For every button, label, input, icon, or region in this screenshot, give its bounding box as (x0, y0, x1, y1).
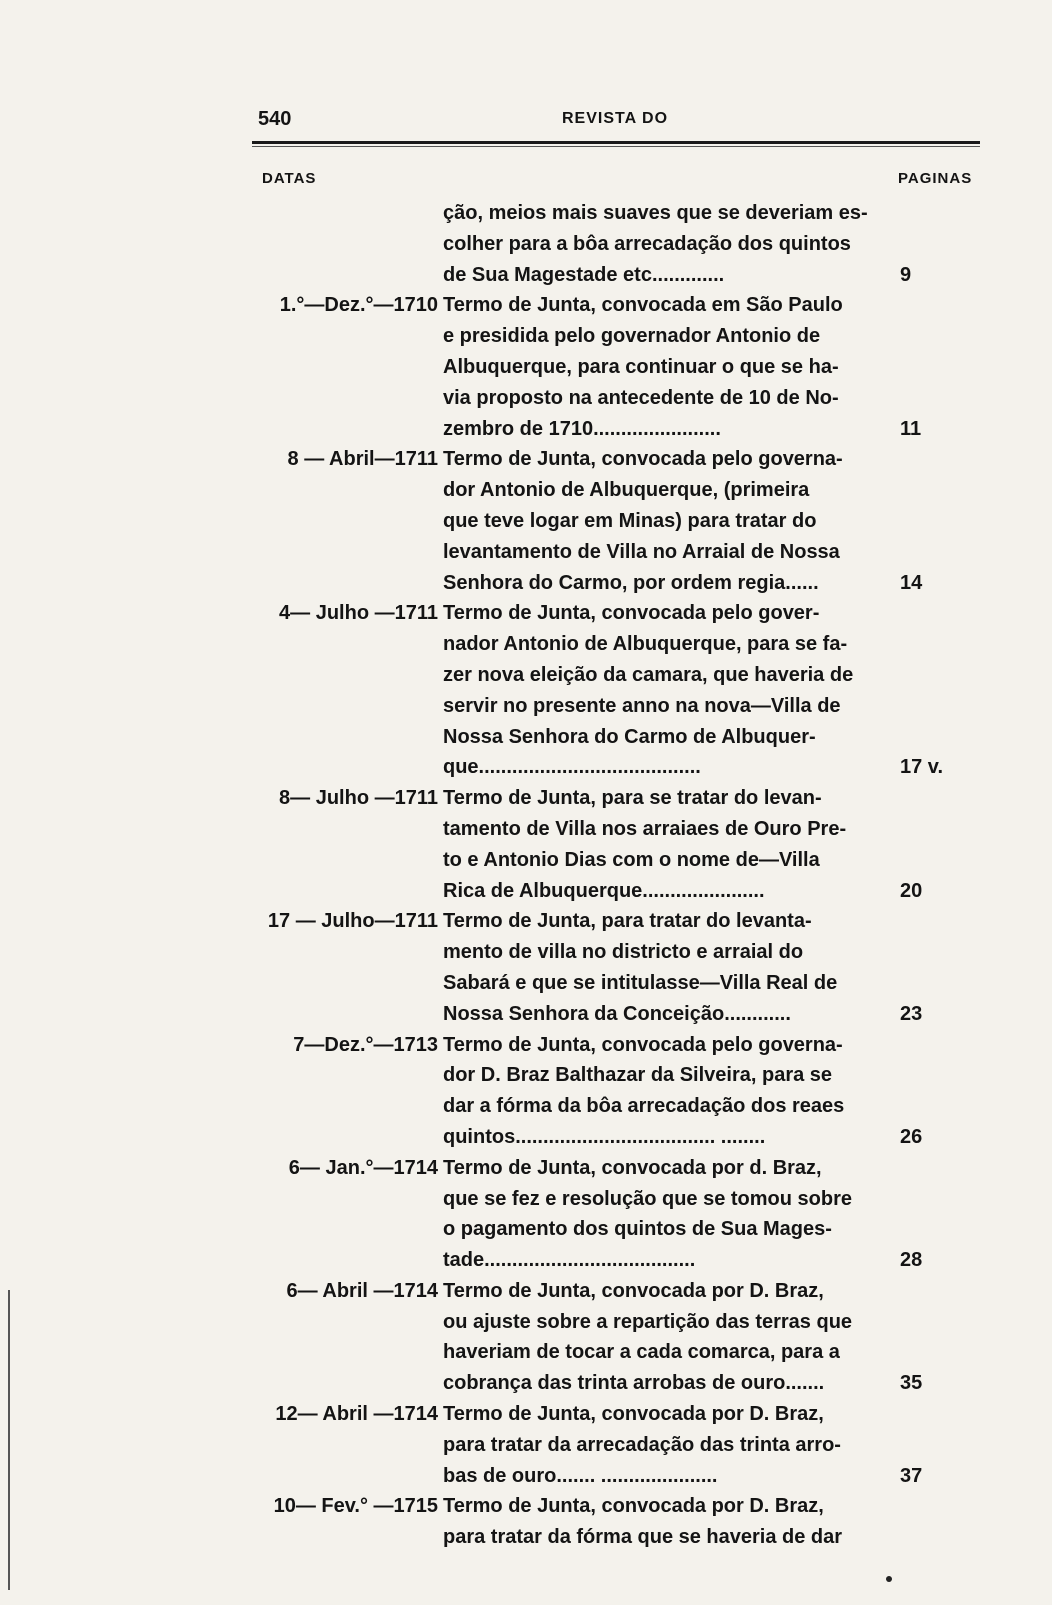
entry-page-number: 37 (900, 1464, 923, 1487)
entry-line: ção, meios mais suaves que se deveriam es- (443, 202, 868, 224)
index-entry (0, 598, 1052, 783)
entry-line: quintos.................................... ........ (443, 1125, 766, 1148)
entry-date: 17 — Julho—1711 (267, 910, 438, 933)
entry-page-number: 20 (900, 879, 923, 902)
entry-date: 8— Julho —1711 (279, 787, 438, 810)
entry-line: zembro de 1710....................... (443, 417, 721, 440)
page-header (250, 108, 980, 138)
entry-date: 10— Fev.° —1715 (273, 1495, 438, 1518)
entry-line: tade...................................... (443, 1249, 696, 1272)
column-heading-pages: PAGINAS (898, 170, 973, 187)
entry-page-number: 35 (900, 1372, 923, 1395)
entry-line: e presidida pelo governador Antonio de (443, 325, 821, 348)
header-rule (252, 141, 980, 144)
entry-line: Nossa Senhora do Carmo de Albuquer- (443, 725, 816, 748)
entry-line: haveriam de tocar a cada comarca, para a (443, 1341, 840, 1364)
entry-line: Termo de Junta, convocada em São Paulo (443, 294, 843, 317)
entry-line: que........................................ (443, 756, 701, 779)
entry-line: que teve logar em Minas) para tratar do (443, 509, 817, 532)
entry-line: nador Antonio de Albuquerque, para se fa- (443, 633, 848, 656)
index-entry (0, 1491, 1052, 1553)
entry-line: dor Antonio de Albuquerque, (primeira (443, 479, 810, 502)
entry-description (443, 290, 883, 444)
entry-line: Termo de Junta, convocada pelo governa- (443, 1033, 843, 1056)
entry-line: Nossa Senhora da Conceição............ (443, 1002, 791, 1025)
entry-line: zer nova eleição da camara, que haveria de (443, 663, 854, 686)
entry-description (443, 1491, 883, 1553)
entry-description (443, 1399, 883, 1491)
entry-description (443, 783, 883, 906)
entry-line: Senhora do Carmo, por ordem regia...... (443, 571, 819, 594)
entry-page-number: 11 (900, 417, 922, 440)
entry-description (443, 906, 883, 1029)
entry-description (443, 444, 883, 598)
entry-date: 6— Jan.°—1714 (288, 1156, 438, 1179)
entry-date: 12— Abril —1714 (275, 1403, 438, 1426)
entry-page-number: 23 (900, 1002, 923, 1025)
entry-line: colher para a bôa arrecadação dos quintos (443, 232, 851, 255)
entry-date: 6— Abril —1714 (286, 1279, 438, 1302)
header-rule-thin (252, 146, 980, 147)
entry-line: Termo de Junta, para tratar do levanta- (443, 910, 812, 933)
entry-line: to e Antonio Dias com o nome de—Villa (443, 848, 820, 871)
entry-line: levantamento de Villa no Arraial de Nossa (443, 540, 840, 563)
index-entry (0, 444, 1052, 598)
entry-line: Termo de Junta, convocada por D. Braz, (443, 1403, 824, 1426)
entry-line: via proposto na antecedente de 10 de No- (443, 386, 839, 409)
running-title: REVISTA DO (562, 110, 669, 127)
column-heading-dates: DATAS (262, 170, 317, 187)
entry-description (443, 598, 883, 783)
entry-date: 4— Julho —1711 (279, 602, 438, 625)
entry-line: Termo de Junta, convocada pelo governa- (443, 448, 843, 471)
entry-line: bas de ouro....... ..................... (443, 1464, 718, 1487)
entry-line: Termo de Junta, convocada pelo gover- (443, 602, 820, 625)
index-entries (0, 198, 1052, 1553)
entry-page-number: 14 (900, 571, 923, 594)
entry-line: mento de villa no districto e arraial do (443, 941, 804, 964)
entry-line: para tratar da fórma que se haveria de dar (443, 1526, 843, 1549)
entry-line: servir no presente anno na nova—Villa de (443, 694, 841, 717)
entry-line: Termo de Junta, para se tratar do levan- (443, 787, 822, 810)
entry-date: 7—Dez.°—1713 (293, 1033, 438, 1056)
entry-page-number: 17 v. (900, 756, 943, 779)
index-entry (0, 1030, 1052, 1153)
page-number: 540 (258, 108, 292, 130)
entry-line: Termo de Junta, convocada por D. Braz, (443, 1279, 824, 1302)
entry-line: que se fez e resolução que se tomou sobre (443, 1187, 853, 1210)
entry-line: Termo de Junta, convocada por D. Braz, (443, 1495, 824, 1518)
entry-description (443, 1153, 883, 1276)
index-entry (0, 290, 1052, 444)
entry-date: 8 — Abril—1711 (287, 448, 438, 471)
entry-date: 1.°—Dez.°—1710 (279, 294, 438, 317)
index-entry (0, 198, 1052, 290)
index-entry (0, 1399, 1052, 1491)
index-entry (0, 906, 1052, 1029)
entry-description (443, 198, 883, 290)
entry-page-number: 9 (900, 263, 912, 286)
entry-line: tamento de Villa nos arraiaes de Ouro Pre- (443, 817, 847, 840)
entry-line: Sabará e que se intitulasse—Villa Real de (443, 971, 838, 994)
entry-line: para tratar da arrecadação das trinta arro- (443, 1433, 841, 1456)
entry-line: o pagamento dos quintos de Sua Mages- (443, 1218, 832, 1241)
entry-line: Albuquerque, para continuar o que se ha- (443, 355, 839, 378)
entry-line: Rica de Albuquerque...................... (443, 879, 765, 902)
entry-line: dor D. Braz Balthazar da Silveira, para se (443, 1064, 833, 1087)
entry-description (443, 1030, 883, 1153)
index-entry (0, 783, 1052, 906)
index-entry (0, 1276, 1052, 1399)
entry-page-number: 28 (900, 1249, 923, 1272)
entry-line: dar a fórma da bôa arrecadação dos reaes (443, 1095, 845, 1118)
ink-speck (886, 1576, 892, 1582)
entry-line: cobrança das trinta arrobas de ouro....... (443, 1372, 825, 1395)
entry-line: ou ajuste sobre a repartição das terras que (443, 1310, 853, 1333)
index-entry (0, 1153, 1052, 1276)
entry-page-number: 26 (900, 1125, 923, 1148)
entry-line: de Sua Magestade etc............. (443, 263, 725, 286)
entry-description (443, 1276, 883, 1399)
entry-line: Termo de Junta, convocada por d. Braz, (443, 1156, 822, 1179)
